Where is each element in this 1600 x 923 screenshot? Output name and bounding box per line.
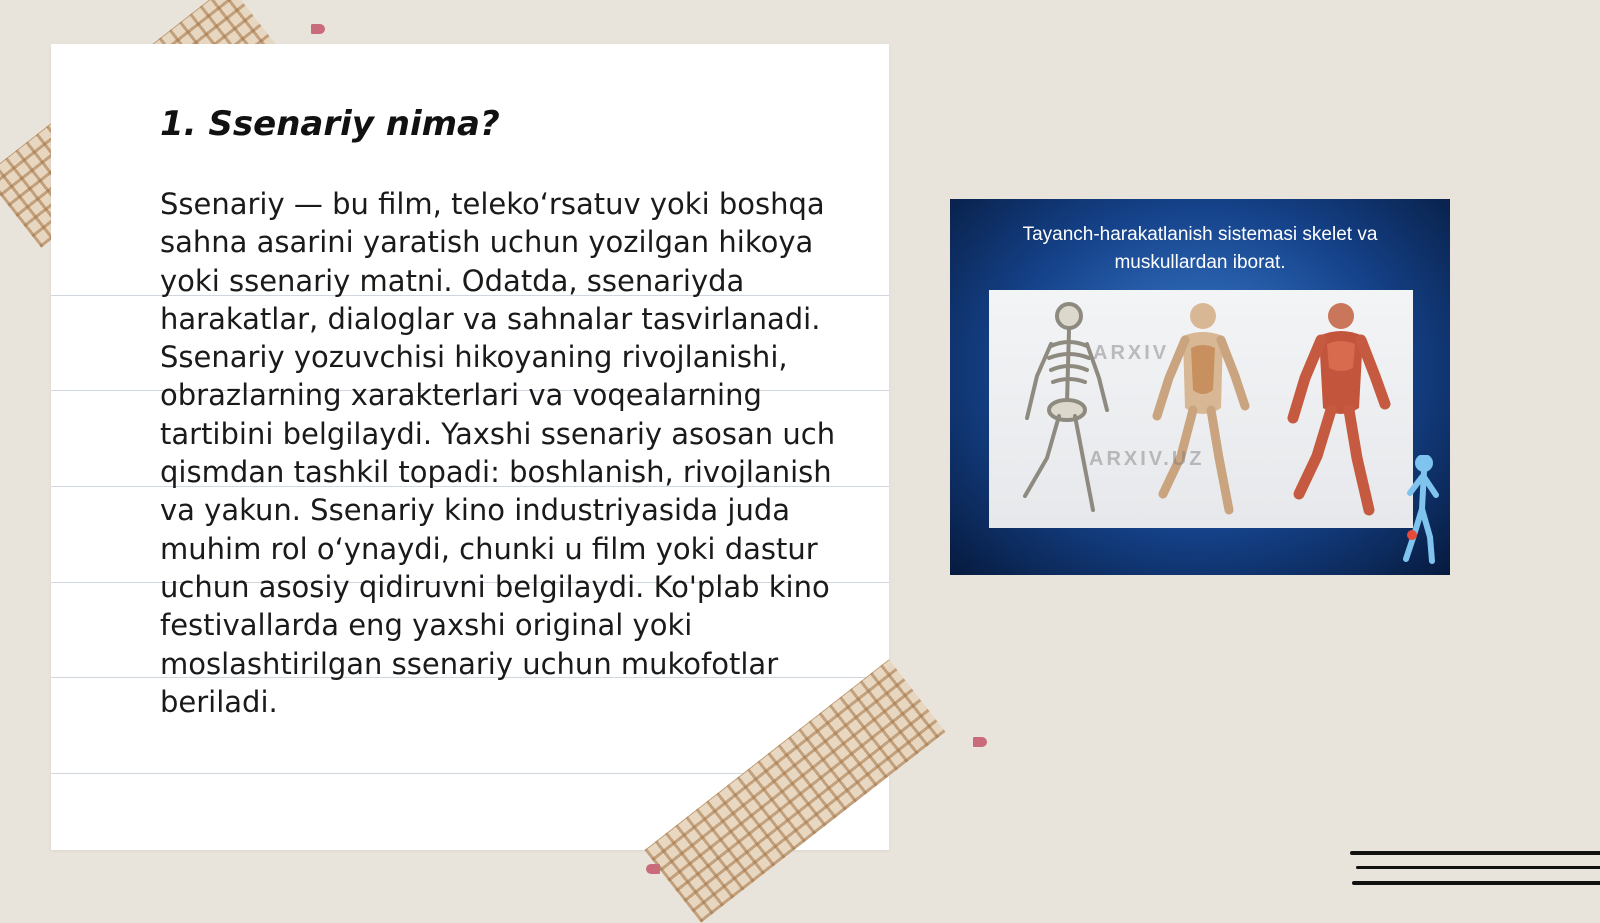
anatomy-figures-panel [989,290,1413,528]
brush-stroke [1350,851,1600,855]
anatomy-slide-image [950,199,1450,575]
image-watermark: ARXIV [1093,342,1170,364]
tape-pin-icon [646,864,660,874]
slide-caption-line: Tayanch-harakatlanish sistemasi skelet va [1022,224,1378,245]
page-title: 1. Ssenariy nima? [160,104,500,144]
slide-caption [950,221,1450,277]
body-organs-figure-icon [1141,298,1261,520]
brush-stroke [1356,866,1600,869]
image-watermark: ARXIV.UZ [1089,448,1205,470]
tape-pin-icon [973,737,987,747]
runner-icon [1398,455,1444,567]
skeleton-figure-icon [1007,298,1127,520]
brush-stroke [1352,881,1600,885]
body-paragraph: Ssenariy — bu film, telekoʻrsatuv yoki boshqa sahna asarini yaratish uchun yozilgan hikoya yoki ssenariy matni. Odatda, ssenariyda harakatlar, dialoglar va sahnalar tasvirlanadi. Ssenariy yozuvchisi hikoyaning rivojlanishi, obrazlarning xarakterlari va voqealarning tartibini belgilaydi. Yaxshi ssenariy asosan uch qismdan tashkil topadi: boshlanish, rivojlanish va yakun. Ssenariy kino industriyasida juda muhim rol oʻynaydi, chunki u film yoki dastur uchun asosiy qidiruvni belgilaydi. Ko'plab kino festivallarda eng yaxshi original yoki moslashtirilgan ssenariy uchun mukofotlar beriladi. [160,187,836,719]
muscle-figure-icon [1279,298,1399,520]
slide-caption-line: muskullardan iborat. [1114,252,1286,273]
tape-pin-icon [311,24,325,34]
